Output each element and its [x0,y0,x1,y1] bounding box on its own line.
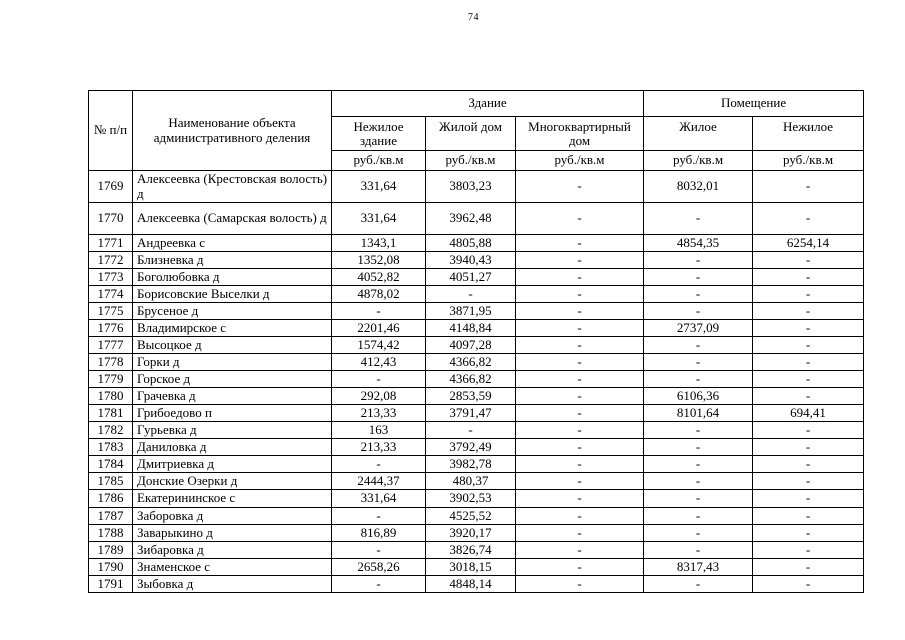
nonres-building-cell: 1352,08 [332,252,426,269]
nonres-building-cell: 1574,42 [332,337,426,354]
table-header [89,91,864,171]
res-premise-cell: - [644,490,753,507]
apartment-house-cell: - [516,320,644,337]
col-group-building: Здание [332,91,644,117]
row-num-cell: 1771 [89,235,133,252]
res-house-cell: 3982,78 [426,456,516,473]
table-body [89,171,864,593]
nonres-premise-cell: - [753,456,864,473]
name-cell: Донские Озерки д [133,473,332,490]
nonres-premise-cell: - [753,337,864,354]
row-num-cell: 1782 [89,422,133,439]
res-house-cell: 3018,15 [426,558,516,575]
nonres-premise-cell: - [753,354,864,371]
res-premise-cell: - [644,507,753,524]
col-header-res-house: Жилой дом [426,117,516,151]
name-cell: Владимирское с [133,320,332,337]
res-premise-cell: 2737,09 [644,320,753,337]
table-row [89,320,864,337]
apartment-house-cell: - [516,337,644,354]
res-premise-cell: - [644,269,753,286]
res-house-cell: 4525,52 [426,507,516,524]
res-house-cell: 4097,28 [426,337,516,354]
row-num-cell: 1780 [89,388,133,405]
res-premise-cell: 8032,01 [644,171,753,203]
row-num-cell: 1783 [89,439,133,456]
unit-cell: руб./кв.м [516,151,644,171]
table-row [89,171,864,203]
nonres-building-cell: - [332,507,426,524]
nonres-building-cell: - [332,541,426,558]
col-header-nonres-building: Нежилое здание [332,117,426,151]
res-premise-cell: 8101,64 [644,405,753,422]
apartment-house-cell: - [516,354,644,371]
res-house-cell: 3920,17 [426,524,516,541]
row-num-cell: 1774 [89,286,133,303]
res-house-cell: 2853,59 [426,388,516,405]
name-cell: Дмитриевка д [133,456,332,473]
table-row [89,541,864,558]
nonres-building-cell: 2658,26 [332,558,426,575]
res-premise-cell: - [644,203,753,235]
table-row [89,524,864,541]
nonres-premise-cell: - [753,320,864,337]
res-premise-cell: - [644,439,753,456]
res-premise-cell: - [644,473,753,490]
name-cell: Брусеное д [133,303,332,320]
unit-cell: руб./кв.м [644,151,753,171]
apartment-house-cell: - [516,456,644,473]
nonres-building-cell: 331,64 [332,490,426,507]
res-house-cell: 3791,47 [426,405,516,422]
col-header-res-premise: Жилое [644,117,753,151]
res-premise-cell: - [644,422,753,439]
table-row [89,507,864,524]
nonres-premise-cell: - [753,388,864,405]
row-num-cell: 1785 [89,473,133,490]
nonres-premise-cell: - [753,575,864,592]
name-cell: Знаменское с [133,558,332,575]
nonres-premise-cell: - [753,252,864,269]
nonres-premise-cell: - [753,422,864,439]
nonres-premise-cell: 6254,14 [753,235,864,252]
apartment-house-cell: - [516,473,644,490]
name-cell: Екатерининское с [133,490,332,507]
nonres-building-cell: 1343,1 [332,235,426,252]
name-cell: Заварыкино д [133,524,332,541]
res-house-cell: 3826,74 [426,541,516,558]
name-cell: Алексеевка (Самарская волость) д [133,203,332,235]
nonres-building-cell: - [332,371,426,388]
apartment-house-cell: - [516,439,644,456]
nonres-premise-cell: - [753,269,864,286]
res-premise-cell: - [644,575,753,592]
res-house-cell: 3940,43 [426,252,516,269]
nonres-premise-cell: - [753,473,864,490]
apartment-house-cell: - [516,286,644,303]
table-row [89,269,864,286]
apartment-house-cell: - [516,490,644,507]
table-row [89,337,864,354]
res-premise-cell: - [644,354,753,371]
row-num-cell: 1791 [89,575,133,592]
col-header-nonres-premise: Нежилое [753,117,864,151]
row-num-cell: 1788 [89,524,133,541]
nonres-building-cell: - [332,303,426,320]
apartment-house-cell: - [516,524,644,541]
nonres-building-cell: 213,33 [332,405,426,422]
nonres-building-cell: 412,43 [332,354,426,371]
row-num-cell: 1787 [89,507,133,524]
nonres-premise-cell: - [753,371,864,388]
res-house-cell: 4051,27 [426,269,516,286]
row-num-cell: 1776 [89,320,133,337]
nonres-building-cell: 2444,37 [332,473,426,490]
name-cell: Горское д [133,371,332,388]
nonres-building-cell: 4052,82 [332,269,426,286]
name-cell: Грачевка д [133,388,332,405]
unit-cell: руб./кв.м [753,151,864,171]
res-premise-cell: - [644,303,753,320]
name-cell: Близневка д [133,252,332,269]
res-house-cell: 480,37 [426,473,516,490]
name-cell: Зибаровка д [133,541,332,558]
apartment-house-cell: - [516,269,644,286]
nonres-building-cell: 331,64 [332,203,426,235]
nonres-building-cell: 4878,02 [332,286,426,303]
table-row [89,354,864,371]
apartment-house-cell: - [516,252,644,269]
res-house-cell: 3902,53 [426,490,516,507]
res-premise-cell: - [644,541,753,558]
res-house-cell: - [426,286,516,303]
name-cell: Зыбовка д [133,575,332,592]
table-row [89,456,864,473]
table-row [89,422,864,439]
name-cell: Заборовка д [133,507,332,524]
res-premise-cell: 6106,36 [644,388,753,405]
nonres-premise-cell: - [753,171,864,203]
res-house-cell: 4366,82 [426,371,516,388]
nonres-building-cell: - [332,575,426,592]
nonres-building-cell: 816,89 [332,524,426,541]
apartment-house-cell: - [516,171,644,203]
table-row [89,252,864,269]
table-row [89,371,864,388]
row-num-cell: 1781 [89,405,133,422]
row-num-cell: 1779 [89,371,133,388]
nonres-building-cell: 292,08 [332,388,426,405]
row-num-cell: 1784 [89,456,133,473]
res-house-cell: 3871,95 [426,303,516,320]
apartment-house-cell: - [516,405,644,422]
res-house-cell: 4148,84 [426,320,516,337]
apartment-house-cell: - [516,575,644,592]
name-cell: Боголюбовка д [133,269,332,286]
row-num-cell: 1786 [89,490,133,507]
apartment-house-cell: - [516,303,644,320]
apartment-house-cell: - [516,558,644,575]
unit-cell: руб./кв.м [332,151,426,171]
nonres-building-cell: 213,33 [332,439,426,456]
apartment-house-cell: - [516,388,644,405]
row-num-cell: 1775 [89,303,133,320]
res-premise-cell: - [644,337,753,354]
res-house-cell: 3792,49 [426,439,516,456]
table-row [89,558,864,575]
col-header-apartment-house: Многоквартирный дом [516,117,644,151]
row-num-cell: 1790 [89,558,133,575]
apartment-house-cell: - [516,203,644,235]
name-cell: Грибоедово п [133,405,332,422]
unit-cell: руб./кв.м [426,151,516,171]
table-row [89,303,864,320]
row-num-cell: 1789 [89,541,133,558]
nonres-premise-cell: - [753,507,864,524]
nonres-premise-cell: - [753,524,864,541]
res-house-cell: 3962,48 [426,203,516,235]
table-row [89,575,864,592]
res-premise-cell: - [644,286,753,303]
nonres-premise-cell: - [753,303,864,320]
nonres-premise-cell: - [753,490,864,507]
res-premise-cell: - [644,456,753,473]
res-house-cell: 3803,23 [426,171,516,203]
nonres-building-cell: - [332,456,426,473]
name-cell: Алексеевка (Крестовская волость) д [133,171,332,203]
res-premise-cell: 8317,43 [644,558,753,575]
res-premise-cell: - [644,371,753,388]
apartment-house-cell: - [516,507,644,524]
apartment-house-cell: - [516,371,644,388]
res-premise-cell: - [644,524,753,541]
name-cell: Андреевка с [133,235,332,252]
apartment-house-cell: - [516,541,644,558]
table-row [89,203,864,235]
nonres-premise-cell: - [753,558,864,575]
nonres-premise-cell: 694,41 [753,405,864,422]
table-row [89,439,864,456]
nonres-premise-cell: - [753,541,864,558]
row-num-cell: 1772 [89,252,133,269]
name-cell: Горки д [133,354,332,371]
table-row [89,286,864,303]
res-premise-cell: 4854,35 [644,235,753,252]
name-cell: Даниловка д [133,439,332,456]
page-number: 74 [468,12,479,23]
name-cell: Высоцкое д [133,337,332,354]
valuation-table [88,90,864,593]
nonres-premise-cell: - [753,203,864,235]
res-house-cell: 4366,82 [426,354,516,371]
col-header-num: № п/п [89,91,133,171]
table-row [89,473,864,490]
name-cell: Борисовские Выселки д [133,286,332,303]
res-house-cell: - [426,422,516,439]
name-cell: Гурьевка д [133,422,332,439]
res-house-cell: 4848,14 [426,575,516,592]
nonres-premise-cell: - [753,439,864,456]
header-row-groups [89,91,864,117]
row-num-cell: 1769 [89,171,133,203]
nonres-premise-cell: - [753,286,864,303]
row-num-cell: 1777 [89,337,133,354]
row-num-cell: 1770 [89,203,133,235]
table-row [89,388,864,405]
row-num-cell: 1778 [89,354,133,371]
table-row [89,235,864,252]
col-header-name: Наименование объекта административного деления [133,91,332,171]
nonres-building-cell: 2201,46 [332,320,426,337]
apartment-house-cell: - [516,422,644,439]
apartment-house-cell: - [516,235,644,252]
col-group-premise: Помещение [644,91,864,117]
nonres-building-cell: 331,64 [332,171,426,203]
row-num-cell: 1773 [89,269,133,286]
res-premise-cell: - [644,252,753,269]
nonres-building-cell: 163 [332,422,426,439]
res-house-cell: 4805,88 [426,235,516,252]
table-row [89,405,864,422]
table-row [89,490,864,507]
